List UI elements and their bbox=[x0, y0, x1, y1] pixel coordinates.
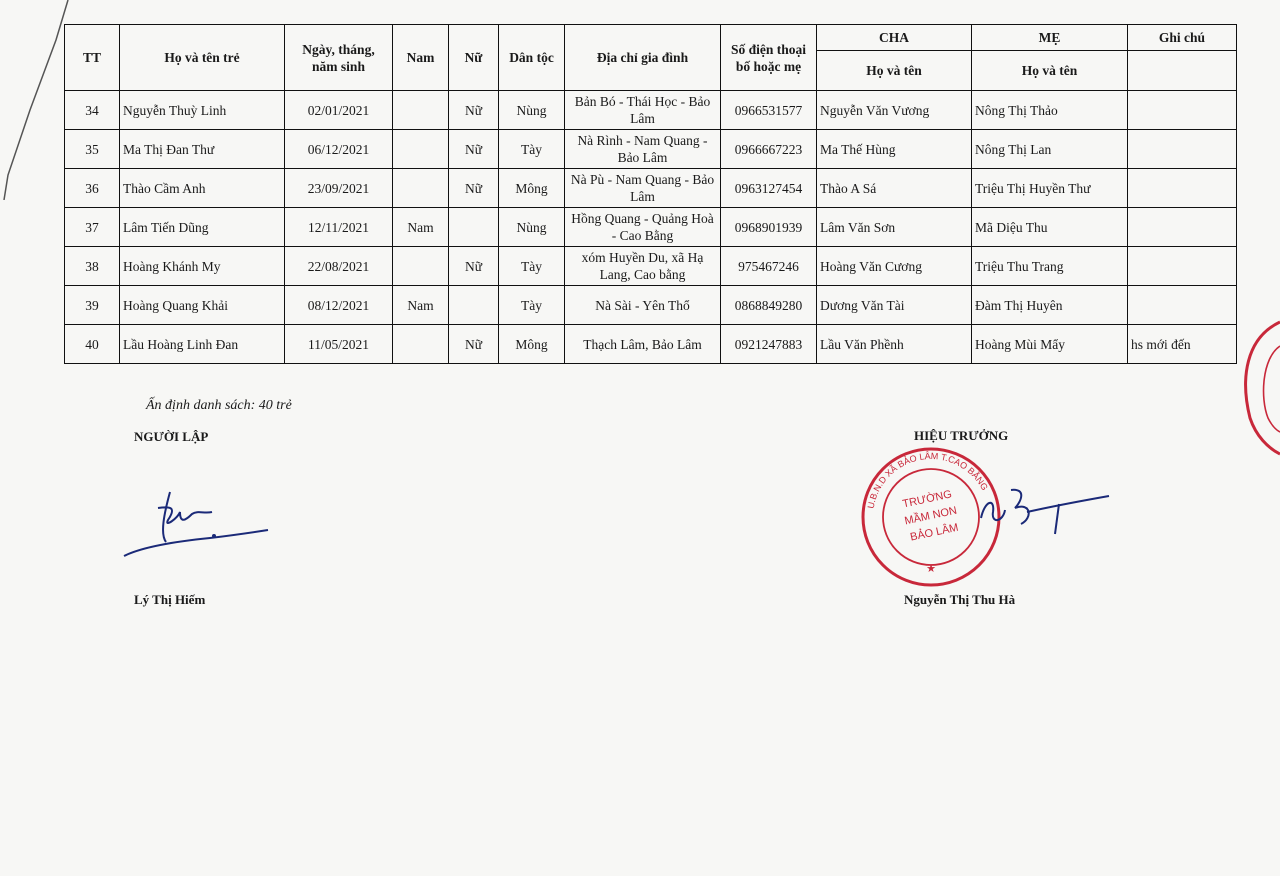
cell-mother: Mã Diệu Thu bbox=[972, 208, 1128, 247]
cell-note bbox=[1128, 247, 1237, 286]
header-name: Họ và tên trẻ bbox=[120, 25, 285, 91]
cell-phone: 0966667223 bbox=[721, 130, 817, 169]
cell-note bbox=[1128, 130, 1237, 169]
cell-mother: Triệu Thị Huyền Thư bbox=[972, 169, 1128, 208]
cell-dob: 22/08/2021 bbox=[285, 247, 393, 286]
partial-seal-edge bbox=[1236, 318, 1280, 458]
table-row bbox=[65, 286, 1237, 325]
table-row bbox=[65, 91, 1237, 130]
principal-title: HIỆU TRƯỞNG bbox=[914, 428, 1009, 443]
cell-name: Hoàng Quang Khải bbox=[120, 286, 285, 325]
cell-father: Thào A Sá bbox=[817, 169, 972, 208]
table-row bbox=[65, 130, 1237, 169]
header-note: Ghi chú bbox=[1128, 25, 1237, 51]
cell-male: Nam bbox=[393, 286, 449, 325]
cell-name: Lầu Hoàng Linh Đan bbox=[120, 325, 285, 364]
cell-mother: Hoàng Mùi Mẩy bbox=[972, 325, 1128, 364]
cell-male bbox=[393, 247, 449, 286]
cell-phone: 0868849280 bbox=[721, 286, 817, 325]
cell-father: Lầu Văn Phềnh bbox=[817, 325, 972, 364]
cell-father: Dương Văn Tài bbox=[817, 286, 972, 325]
header-father-name: Họ và tên bbox=[817, 51, 972, 91]
maker-name: Lý Thị Hiếm bbox=[134, 592, 206, 607]
cell-male bbox=[393, 91, 449, 130]
cell-ethnicity: Mông bbox=[499, 169, 565, 208]
cell-ethnicity: Tày bbox=[499, 286, 565, 325]
cell-female: Nữ bbox=[449, 247, 499, 286]
header-address: Địa chỉ gia đình bbox=[565, 25, 721, 91]
cell-dob: 23/09/2021 bbox=[285, 169, 393, 208]
cell-father: Ma Thế Hùng bbox=[817, 130, 972, 169]
cell-phone: 0963127454 bbox=[721, 169, 817, 208]
cell-mother: Nông Thị Thảo bbox=[972, 91, 1128, 130]
cell-name: Thào Cầm Anh bbox=[120, 169, 285, 208]
maker-title: NGƯỜI LẬP bbox=[134, 429, 209, 444]
cell-mother: Triệu Thu Trang bbox=[972, 247, 1128, 286]
cell-address: Bản Bó - Thái Học - Bảo Lâm bbox=[565, 91, 721, 130]
cell-female: Nữ bbox=[449, 91, 499, 130]
cell-father: Hoàng Văn Cương bbox=[817, 247, 972, 286]
cell-phone: 975467246 bbox=[721, 247, 817, 286]
table-header-row bbox=[65, 25, 1237, 51]
cell-note bbox=[1128, 91, 1237, 130]
cell-name: Ma Thị Đan Thư bbox=[120, 130, 285, 169]
cell-female: Nữ bbox=[449, 130, 499, 169]
cell-dob: 12/11/2021 bbox=[285, 208, 393, 247]
maker-signature bbox=[120, 484, 280, 564]
header-mother-name: Họ và tên bbox=[972, 51, 1128, 91]
cell-phone: 0966531577 bbox=[721, 91, 817, 130]
table-row bbox=[65, 325, 1237, 364]
cell-female: Nữ bbox=[449, 325, 499, 364]
cell-father: Nguyễn Văn Vương bbox=[817, 91, 972, 130]
cell-stt: 34 bbox=[65, 91, 120, 130]
cell-mother: Đàm Thị Huyên bbox=[972, 286, 1128, 325]
cell-dob: 08/12/2021 bbox=[285, 286, 393, 325]
cell-stt: 40 bbox=[65, 325, 120, 364]
table-row bbox=[65, 169, 1237, 208]
cell-ethnicity: Nùng bbox=[499, 208, 565, 247]
cell-male bbox=[393, 169, 449, 208]
cell-stt: 35 bbox=[65, 130, 120, 169]
cell-female: Nữ bbox=[449, 169, 499, 208]
cell-name: Nguyễn Thuỳ Linh bbox=[120, 91, 285, 130]
table-row bbox=[65, 247, 1237, 286]
cell-female bbox=[449, 208, 499, 247]
cell-address: Nà Sài - Yên Thổ bbox=[565, 286, 721, 325]
cell-name: Hoàng Khánh My bbox=[120, 247, 285, 286]
cell-note bbox=[1128, 286, 1237, 325]
cell-address: Nà Pù - Nam Quang - Bảo Lâm bbox=[565, 169, 721, 208]
header-male: Nam bbox=[393, 25, 449, 91]
fixed-count-note: Ấn định danh sách: 40 trẻ bbox=[146, 398, 292, 413]
cell-address: Hồng Quang - Quảng Hoà - Cao Bằng bbox=[565, 208, 721, 247]
cell-ethnicity: Tày bbox=[499, 247, 565, 286]
cell-male bbox=[393, 325, 449, 364]
cell-address: Nà Rình - Nam Quang - Bảo Lâm bbox=[565, 130, 721, 169]
header-ethnicity: Dân tộc bbox=[499, 25, 565, 91]
principal-name: Nguyễn Thị Thu Hà bbox=[904, 592, 1016, 607]
svg-text:U.B.N.D XÃ BẢO LÂM T.CAO BẰNG: U.B.N.D XÃ BẢO LÂM T.CAO BẰNG bbox=[865, 450, 990, 510]
cell-note bbox=[1128, 169, 1237, 208]
cell-address: xóm Huyền Du, xã Hạ Lang, Cao bằng bbox=[565, 247, 721, 286]
cell-stt: 39 bbox=[65, 286, 120, 325]
svg-text:★: ★ bbox=[926, 563, 936, 575]
cell-father: Lâm Văn Sơn bbox=[817, 208, 972, 247]
cell-phone: 0968901939 bbox=[721, 208, 817, 247]
cell-note bbox=[1128, 208, 1237, 247]
cell-address: Thạch Lâm, Bảo Lâm bbox=[565, 325, 721, 364]
principal-signature bbox=[975, 478, 1115, 548]
header-female: Nữ bbox=[449, 25, 499, 91]
header-father-group: CHA bbox=[817, 25, 972, 51]
header-phone: Số điện thoại bố hoặc mẹ bbox=[721, 25, 817, 91]
cell-stt: 36 bbox=[65, 169, 120, 208]
student-roster-table bbox=[64, 24, 1237, 364]
header-stt: TT bbox=[65, 25, 120, 91]
cell-male bbox=[393, 130, 449, 169]
cell-ethnicity: Mông bbox=[499, 325, 565, 364]
header-mother-group: MẸ bbox=[972, 25, 1128, 51]
header-note-blank bbox=[1128, 51, 1237, 91]
svg-text:MẦM NON: MẦM NON bbox=[903, 504, 959, 528]
cell-dob: 11/05/2021 bbox=[285, 325, 393, 364]
cell-phone: 0921247883 bbox=[721, 325, 817, 364]
svg-text:BẢO LÂM: BẢO LÂM bbox=[909, 521, 960, 544]
cell-dob: 06/12/2021 bbox=[285, 130, 393, 169]
cell-stt: 38 bbox=[65, 247, 120, 286]
cell-dob: 02/01/2021 bbox=[285, 91, 393, 130]
cell-ethnicity: Nùng bbox=[499, 91, 565, 130]
cell-female bbox=[449, 286, 499, 325]
svg-text:TRƯỜNG: TRƯỜNG bbox=[901, 488, 953, 511]
table-body bbox=[65, 91, 1237, 364]
cell-name: Lâm Tiến Dũng bbox=[120, 208, 285, 247]
header-dob: Ngày, tháng, năm sinh bbox=[285, 25, 393, 91]
cell-ethnicity: Tày bbox=[499, 130, 565, 169]
cell-mother: Nông Thị Lan bbox=[972, 130, 1128, 169]
cell-stt: 37 bbox=[65, 208, 120, 247]
table-row bbox=[65, 208, 1237, 247]
cell-note: hs mới đến bbox=[1128, 325, 1237, 364]
cell-male: Nam bbox=[393, 208, 449, 247]
